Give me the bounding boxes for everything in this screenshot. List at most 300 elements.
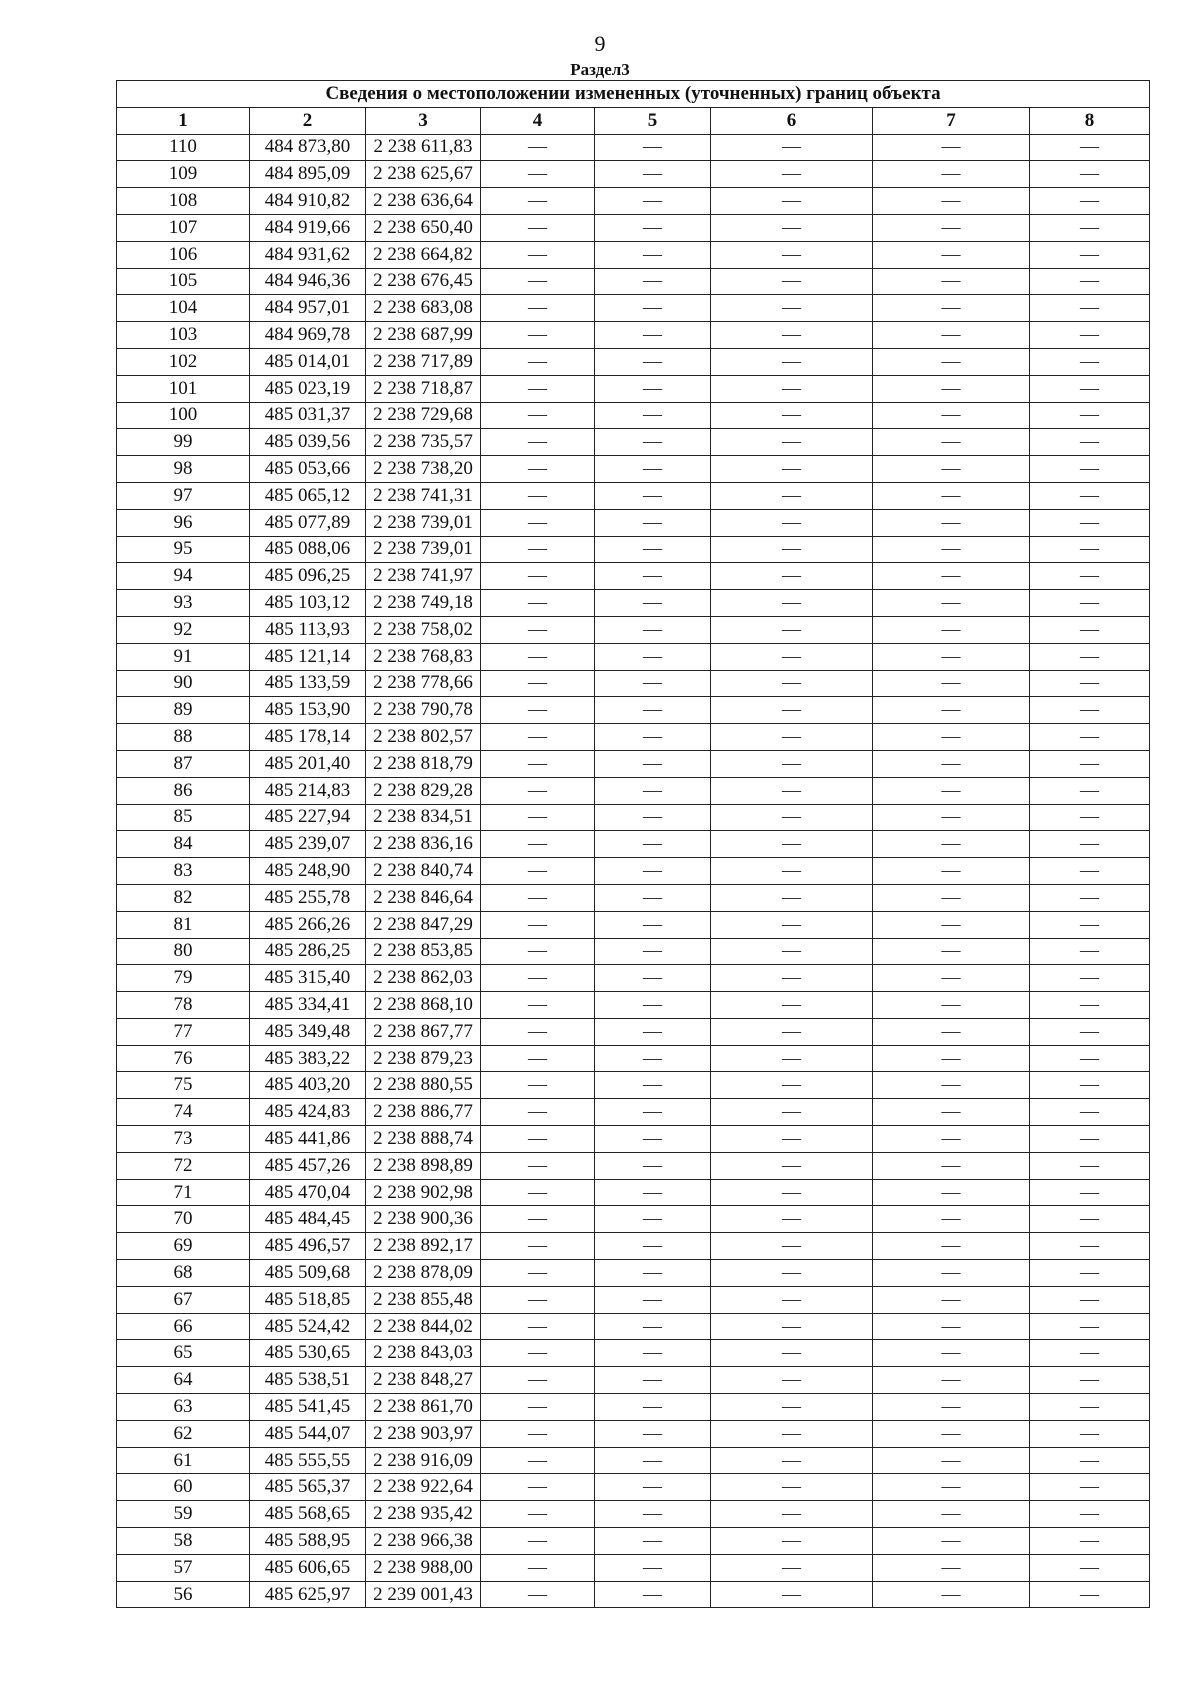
coordinate-y-cell: 2 238 886,77 bbox=[366, 1099, 481, 1126]
empty-value-cell: — bbox=[481, 1528, 595, 1555]
coordinate-y-cell: 2 238 741,31 bbox=[366, 482, 481, 509]
table-row bbox=[117, 1420, 1150, 1447]
empty-value-cell: — bbox=[873, 1394, 1030, 1421]
coordinate-y-cell: 2 238 758,02 bbox=[366, 616, 481, 643]
empty-value-cell: — bbox=[1030, 643, 1150, 670]
empty-value-cell: — bbox=[595, 590, 711, 617]
coordinate-x-cell: 485 588,95 bbox=[250, 1528, 366, 1555]
empty-value-cell: — bbox=[595, 884, 711, 911]
empty-value-cell: — bbox=[1030, 616, 1150, 643]
coordinate-y-cell: 2 238 636,64 bbox=[366, 188, 481, 215]
empty-value-cell: — bbox=[481, 1233, 595, 1260]
empty-value-cell: — bbox=[1030, 214, 1150, 241]
empty-value-cell: — bbox=[711, 590, 873, 617]
coordinate-x-cell: 485 555,55 bbox=[250, 1447, 366, 1474]
table-row bbox=[117, 348, 1150, 375]
column-header: 6 bbox=[711, 107, 873, 134]
coordinate-x-cell: 485 315,40 bbox=[250, 965, 366, 992]
empty-value-cell: — bbox=[481, 858, 595, 885]
coordinate-y-cell: 2 238 853,85 bbox=[366, 938, 481, 965]
empty-value-cell: — bbox=[595, 188, 711, 215]
table-row bbox=[117, 590, 1150, 617]
coordinate-y-cell: 2 238 855,48 bbox=[366, 1286, 481, 1313]
empty-value-cell: — bbox=[595, 992, 711, 1019]
empty-value-cell: — bbox=[595, 1099, 711, 1126]
empty-value-cell: — bbox=[873, 1367, 1030, 1394]
empty-value-cell: — bbox=[481, 188, 595, 215]
empty-value-cell: — bbox=[481, 402, 595, 429]
empty-value-cell: — bbox=[481, 536, 595, 563]
coordinate-x-cell: 485 133,59 bbox=[250, 670, 366, 697]
empty-value-cell: — bbox=[1030, 804, 1150, 831]
coordinate-y-cell: 2 238 840,74 bbox=[366, 858, 481, 885]
empty-value-cell: — bbox=[1030, 1179, 1150, 1206]
empty-value-cell: — bbox=[1030, 1554, 1150, 1581]
table-row bbox=[117, 268, 1150, 295]
coordinate-y-cell: 2 238 778,66 bbox=[366, 670, 481, 697]
empty-value-cell: — bbox=[873, 831, 1030, 858]
point-number-cell: 63 bbox=[117, 1394, 250, 1421]
empty-value-cell: — bbox=[1030, 322, 1150, 349]
empty-value-cell: — bbox=[481, 1126, 595, 1153]
empty-value-cell: — bbox=[481, 214, 595, 241]
table-row bbox=[117, 884, 1150, 911]
point-number-cell: 79 bbox=[117, 965, 250, 992]
point-number-cell: 103 bbox=[117, 322, 250, 349]
empty-value-cell: — bbox=[873, 1501, 1030, 1528]
coordinate-x-cell: 485 568,65 bbox=[250, 1501, 366, 1528]
coordinate-y-cell: 2 238 900,36 bbox=[366, 1206, 481, 1233]
coordinate-y-cell: 2 238 650,40 bbox=[366, 214, 481, 241]
empty-value-cell: — bbox=[481, 1206, 595, 1233]
coordinate-y-cell: 2 238 741,97 bbox=[366, 563, 481, 590]
point-number-cell: 67 bbox=[117, 1286, 250, 1313]
empty-value-cell: — bbox=[711, 214, 873, 241]
empty-value-cell: — bbox=[481, 1179, 595, 1206]
point-number-cell: 95 bbox=[117, 536, 250, 563]
section-title: Раздел3 bbox=[570, 60, 630, 79]
empty-value-cell: — bbox=[711, 1179, 873, 1206]
column-header: 7 bbox=[873, 107, 1030, 134]
table-row bbox=[117, 1447, 1150, 1474]
table-row bbox=[117, 1394, 1150, 1421]
empty-value-cell: — bbox=[1030, 1367, 1150, 1394]
empty-value-cell: — bbox=[595, 724, 711, 751]
empty-value-cell: — bbox=[595, 1313, 711, 1340]
point-number-cell: 75 bbox=[117, 1072, 250, 1099]
empty-value-cell: — bbox=[481, 1474, 595, 1501]
empty-value-cell: — bbox=[1030, 965, 1150, 992]
coordinate-x-cell: 485 023,19 bbox=[250, 375, 366, 402]
empty-value-cell: — bbox=[1030, 348, 1150, 375]
coordinate-y-cell: 2 238 676,45 bbox=[366, 268, 481, 295]
empty-value-cell: — bbox=[873, 322, 1030, 349]
table-row bbox=[117, 482, 1150, 509]
table-row bbox=[117, 1340, 1150, 1367]
empty-value-cell: — bbox=[595, 1152, 711, 1179]
point-number-cell: 104 bbox=[117, 295, 250, 322]
empty-value-cell: — bbox=[481, 482, 595, 509]
empty-value-cell: — bbox=[1030, 188, 1150, 215]
coordinate-x-cell: 485 077,89 bbox=[250, 509, 366, 536]
empty-value-cell: — bbox=[481, 616, 595, 643]
empty-value-cell: — bbox=[873, 858, 1030, 885]
coordinate-x-cell: 485 334,41 bbox=[250, 992, 366, 1019]
empty-value-cell: — bbox=[873, 482, 1030, 509]
empty-value-cell: — bbox=[595, 161, 711, 188]
empty-value-cell: — bbox=[595, 295, 711, 322]
point-number-cell: 68 bbox=[117, 1260, 250, 1287]
empty-value-cell: — bbox=[873, 188, 1030, 215]
coordinate-y-cell: 2 238 988,00 bbox=[366, 1554, 481, 1581]
table-row bbox=[117, 1018, 1150, 1045]
coordinate-y-cell: 2 238 903,97 bbox=[366, 1420, 481, 1447]
coordinate-x-cell: 485 286,25 bbox=[250, 938, 366, 965]
coordinate-x-cell: 485 053,66 bbox=[250, 456, 366, 483]
empty-value-cell: — bbox=[1030, 1233, 1150, 1260]
empty-value-cell: — bbox=[873, 1286, 1030, 1313]
empty-value-cell: — bbox=[481, 831, 595, 858]
empty-value-cell: — bbox=[595, 429, 711, 456]
empty-value-cell: — bbox=[711, 1554, 873, 1581]
empty-value-cell: — bbox=[873, 1206, 1030, 1233]
empty-value-cell: — bbox=[873, 616, 1030, 643]
empty-value-cell: — bbox=[1030, 1260, 1150, 1287]
coordinate-y-cell: 2 238 878,09 bbox=[366, 1260, 481, 1287]
coordinate-x-cell: 485 424,83 bbox=[250, 1099, 366, 1126]
coordinate-y-cell: 2 238 739,01 bbox=[366, 509, 481, 536]
table-row bbox=[117, 456, 1150, 483]
empty-value-cell: — bbox=[711, 884, 873, 911]
empty-value-cell: — bbox=[481, 1152, 595, 1179]
table-row bbox=[117, 1528, 1150, 1555]
empty-value-cell: — bbox=[595, 670, 711, 697]
empty-value-cell: — bbox=[481, 241, 595, 268]
empty-value-cell: — bbox=[873, 911, 1030, 938]
empty-value-cell: — bbox=[711, 1233, 873, 1260]
empty-value-cell: — bbox=[1030, 697, 1150, 724]
table-row bbox=[117, 214, 1150, 241]
empty-value-cell: — bbox=[711, 161, 873, 188]
empty-value-cell: — bbox=[481, 1018, 595, 1045]
empty-value-cell: — bbox=[1030, 911, 1150, 938]
table-row bbox=[117, 161, 1150, 188]
empty-value-cell: — bbox=[1030, 1420, 1150, 1447]
empty-value-cell: — bbox=[1030, 1313, 1150, 1340]
point-number-cell: 101 bbox=[117, 375, 250, 402]
empty-value-cell: — bbox=[711, 911, 873, 938]
table-row bbox=[117, 965, 1150, 992]
empty-value-cell: — bbox=[481, 750, 595, 777]
empty-value-cell: — bbox=[481, 295, 595, 322]
empty-value-cell: — bbox=[873, 1340, 1030, 1367]
empty-value-cell: — bbox=[873, 1099, 1030, 1126]
empty-value-cell: — bbox=[595, 1206, 711, 1233]
empty-value-cell: — bbox=[595, 858, 711, 885]
table-row bbox=[117, 134, 1150, 161]
empty-value-cell: — bbox=[595, 1394, 711, 1421]
empty-value-cell: — bbox=[1030, 750, 1150, 777]
coordinate-x-cell: 484 969,78 bbox=[250, 322, 366, 349]
empty-value-cell: — bbox=[481, 643, 595, 670]
empty-value-cell: — bbox=[711, 750, 873, 777]
coordinate-x-cell: 484 946,36 bbox=[250, 268, 366, 295]
empty-value-cell: — bbox=[711, 858, 873, 885]
empty-value-cell: — bbox=[481, 348, 595, 375]
empty-value-cell: — bbox=[1030, 1394, 1150, 1421]
coordinate-x-cell: 485 214,83 bbox=[250, 777, 366, 804]
empty-value-cell: — bbox=[873, 1018, 1030, 1045]
coordinate-x-cell: 485 541,45 bbox=[250, 1394, 366, 1421]
empty-value-cell: — bbox=[711, 724, 873, 751]
empty-value-cell: — bbox=[1030, 1581, 1150, 1608]
empty-value-cell: — bbox=[481, 1340, 595, 1367]
point-number-cell: 69 bbox=[117, 1233, 250, 1260]
empty-value-cell: — bbox=[1030, 1206, 1150, 1233]
empty-value-cell: — bbox=[873, 1233, 1030, 1260]
point-number-cell: 80 bbox=[117, 938, 250, 965]
coordinate-y-cell: 2 238 879,23 bbox=[366, 1045, 481, 1072]
empty-value-cell: — bbox=[711, 456, 873, 483]
coordinate-x-cell: 485 565,37 bbox=[250, 1474, 366, 1501]
coordinate-y-cell: 2 238 829,28 bbox=[366, 777, 481, 804]
empty-value-cell: — bbox=[711, 1447, 873, 1474]
empty-value-cell: — bbox=[595, 911, 711, 938]
point-number-cell: 98 bbox=[117, 456, 250, 483]
coordinate-x-cell: 485 441,86 bbox=[250, 1126, 366, 1153]
empty-value-cell: — bbox=[711, 777, 873, 804]
empty-value-cell: — bbox=[873, 965, 1030, 992]
coordinate-x-cell: 485 121,14 bbox=[250, 643, 366, 670]
coordinate-x-cell: 485 470,04 bbox=[250, 1179, 366, 1206]
coordinate-x-cell: 485 227,94 bbox=[250, 804, 366, 831]
empty-value-cell: — bbox=[595, 938, 711, 965]
coordinate-x-cell: 485 178,14 bbox=[250, 724, 366, 751]
coordinate-y-cell: 2 238 625,67 bbox=[366, 161, 481, 188]
empty-value-cell: — bbox=[595, 509, 711, 536]
empty-value-cell: — bbox=[873, 724, 1030, 751]
point-number-cell: 60 bbox=[117, 1474, 250, 1501]
empty-value-cell: — bbox=[595, 831, 711, 858]
empty-value-cell: — bbox=[1030, 1072, 1150, 1099]
empty-value-cell: — bbox=[481, 563, 595, 590]
empty-value-cell: — bbox=[481, 1501, 595, 1528]
table-row bbox=[117, 402, 1150, 429]
empty-value-cell: — bbox=[481, 456, 595, 483]
empty-value-cell: — bbox=[711, 188, 873, 215]
empty-value-cell: — bbox=[595, 482, 711, 509]
table-row bbox=[117, 750, 1150, 777]
coordinate-y-cell: 2 238 729,68 bbox=[366, 402, 481, 429]
empty-value-cell: — bbox=[711, 241, 873, 268]
coordinate-y-cell: 2 238 888,74 bbox=[366, 1126, 481, 1153]
table-row bbox=[117, 563, 1150, 590]
empty-value-cell: — bbox=[1030, 1286, 1150, 1313]
empty-value-cell: — bbox=[873, 804, 1030, 831]
empty-value-cell: — bbox=[711, 1099, 873, 1126]
empty-value-cell: — bbox=[481, 1394, 595, 1421]
empty-value-cell: — bbox=[1030, 375, 1150, 402]
empty-value-cell: — bbox=[481, 375, 595, 402]
table-row bbox=[117, 697, 1150, 724]
coordinate-x-cell: 485 606,65 bbox=[250, 1554, 366, 1581]
coordinate-y-cell: 2 238 848,27 bbox=[366, 1367, 481, 1394]
coordinate-x-cell: 485 153,90 bbox=[250, 697, 366, 724]
table-row bbox=[117, 1045, 1150, 1072]
point-number-cell: 57 bbox=[117, 1554, 250, 1581]
empty-value-cell: — bbox=[711, 1260, 873, 1287]
empty-value-cell: — bbox=[595, 536, 711, 563]
empty-value-cell: — bbox=[711, 1126, 873, 1153]
empty-value-cell: — bbox=[1030, 1099, 1150, 1126]
empty-value-cell: — bbox=[595, 804, 711, 831]
coordinate-y-cell: 2 238 868,10 bbox=[366, 992, 481, 1019]
coordinate-y-cell: 2 238 818,79 bbox=[366, 750, 481, 777]
empty-value-cell: — bbox=[711, 1340, 873, 1367]
empty-value-cell: — bbox=[1030, 858, 1150, 885]
coordinate-x-cell: 485 103,12 bbox=[250, 590, 366, 617]
page-number: 9 bbox=[594, 31, 606, 56]
table-row bbox=[117, 188, 1150, 215]
empty-value-cell: — bbox=[873, 1152, 1030, 1179]
coordinate-x-cell: 485 524,42 bbox=[250, 1313, 366, 1340]
coordinate-x-cell: 484 957,01 bbox=[250, 295, 366, 322]
empty-value-cell: — bbox=[481, 1554, 595, 1581]
empty-value-cell: — bbox=[873, 1581, 1030, 1608]
empty-value-cell: — bbox=[595, 1179, 711, 1206]
empty-value-cell: — bbox=[595, 1447, 711, 1474]
coordinate-y-cell: 2 238 664,82 bbox=[366, 241, 481, 268]
empty-value-cell: — bbox=[481, 1367, 595, 1394]
coordinate-y-cell: 2 238 898,89 bbox=[366, 1152, 481, 1179]
empty-value-cell: — bbox=[1030, 295, 1150, 322]
empty-value-cell: — bbox=[481, 938, 595, 965]
coordinate-y-cell: 2 238 867,77 bbox=[366, 1018, 481, 1045]
coordinate-y-cell: 2 238 892,17 bbox=[366, 1233, 481, 1260]
point-number-cell: 96 bbox=[117, 509, 250, 536]
coordinate-y-cell: 2 238 880,55 bbox=[366, 1072, 481, 1099]
table-row bbox=[117, 1233, 1150, 1260]
point-number-cell: 59 bbox=[117, 1501, 250, 1528]
empty-value-cell: — bbox=[481, 590, 595, 617]
empty-value-cell: — bbox=[873, 134, 1030, 161]
empty-value-cell: — bbox=[481, 992, 595, 1019]
column-header: 2 bbox=[250, 107, 366, 134]
empty-value-cell: — bbox=[1030, 509, 1150, 536]
empty-value-cell: — bbox=[481, 322, 595, 349]
empty-value-cell: — bbox=[481, 1072, 595, 1099]
empty-value-cell: — bbox=[1030, 1018, 1150, 1045]
table-body bbox=[117, 134, 1150, 1608]
empty-value-cell: — bbox=[873, 643, 1030, 670]
empty-value-cell: — bbox=[1030, 429, 1150, 456]
coordinate-y-cell: 2 238 611,83 bbox=[366, 134, 481, 161]
point-number-cell: 72 bbox=[117, 1152, 250, 1179]
coordinate-x-cell: 485 014,01 bbox=[250, 348, 366, 375]
empty-value-cell: — bbox=[873, 456, 1030, 483]
coordinate-x-cell: 485 457,26 bbox=[250, 1152, 366, 1179]
empty-value-cell: — bbox=[595, 965, 711, 992]
point-number-cell: 100 bbox=[117, 402, 250, 429]
coordinate-y-cell: 2 238 790,78 bbox=[366, 697, 481, 724]
empty-value-cell: — bbox=[1030, 1501, 1150, 1528]
table-row bbox=[117, 777, 1150, 804]
coordinate-y-cell: 2 238 718,87 bbox=[366, 375, 481, 402]
empty-value-cell: — bbox=[873, 348, 1030, 375]
empty-value-cell: — bbox=[481, 1286, 595, 1313]
point-number-cell: 91 bbox=[117, 643, 250, 670]
point-number-cell: 88 bbox=[117, 724, 250, 751]
coordinate-x-cell: 485 039,56 bbox=[250, 429, 366, 456]
coordinate-y-cell: 2 238 935,42 bbox=[366, 1501, 481, 1528]
point-number-cell: 87 bbox=[117, 750, 250, 777]
coordinate-y-cell: 2 238 687,99 bbox=[366, 322, 481, 349]
table-row bbox=[117, 1501, 1150, 1528]
empty-value-cell: — bbox=[873, 1313, 1030, 1340]
empty-value-cell: — bbox=[595, 375, 711, 402]
empty-value-cell: — bbox=[481, 804, 595, 831]
table-row bbox=[117, 1099, 1150, 1126]
empty-value-cell: — bbox=[481, 161, 595, 188]
point-number-cell: 108 bbox=[117, 188, 250, 215]
point-number-cell: 81 bbox=[117, 911, 250, 938]
point-number-cell: 64 bbox=[117, 1367, 250, 1394]
empty-value-cell: — bbox=[873, 1528, 1030, 1555]
empty-value-cell: — bbox=[873, 697, 1030, 724]
empty-value-cell: — bbox=[711, 804, 873, 831]
coordinate-y-cell: 2 238 735,57 bbox=[366, 429, 481, 456]
table-caption: Сведения о местоположении измененных (уточненных) границ объекта bbox=[117, 81, 1150, 108]
empty-value-cell: — bbox=[711, 1152, 873, 1179]
empty-value-cell: — bbox=[481, 1313, 595, 1340]
table-row bbox=[117, 1152, 1150, 1179]
point-number-cell: 99 bbox=[117, 429, 250, 456]
empty-value-cell: — bbox=[711, 482, 873, 509]
empty-value-cell: — bbox=[711, 429, 873, 456]
coordinate-x-cell: 485 518,85 bbox=[250, 1286, 366, 1313]
empty-value-cell: — bbox=[595, 456, 711, 483]
empty-value-cell: — bbox=[711, 938, 873, 965]
point-number-cell: 89 bbox=[117, 697, 250, 724]
table-row bbox=[117, 241, 1150, 268]
table-row bbox=[117, 616, 1150, 643]
coordinate-x-cell: 485 349,48 bbox=[250, 1018, 366, 1045]
point-number-cell: 74 bbox=[117, 1099, 250, 1126]
empty-value-cell: — bbox=[481, 670, 595, 697]
empty-value-cell: — bbox=[711, 1420, 873, 1447]
table-row bbox=[117, 1313, 1150, 1340]
point-number-cell: 109 bbox=[117, 161, 250, 188]
point-number-cell: 92 bbox=[117, 616, 250, 643]
empty-value-cell: — bbox=[595, 616, 711, 643]
empty-value-cell: — bbox=[595, 1501, 711, 1528]
empty-value-cell: — bbox=[873, 214, 1030, 241]
empty-value-cell: — bbox=[481, 268, 595, 295]
empty-value-cell: — bbox=[873, 750, 1030, 777]
empty-value-cell: — bbox=[595, 563, 711, 590]
empty-value-cell: — bbox=[595, 1581, 711, 1608]
empty-value-cell: — bbox=[711, 563, 873, 590]
empty-value-cell: — bbox=[1030, 938, 1150, 965]
table-row bbox=[117, 938, 1150, 965]
table-row bbox=[117, 429, 1150, 456]
empty-value-cell: — bbox=[481, 509, 595, 536]
empty-value-cell: — bbox=[873, 1072, 1030, 1099]
empty-value-cell: — bbox=[1030, 831, 1150, 858]
coordinate-x-cell: 485 484,45 bbox=[250, 1206, 366, 1233]
empty-value-cell: — bbox=[481, 1045, 595, 1072]
empty-value-cell: — bbox=[1030, 670, 1150, 697]
